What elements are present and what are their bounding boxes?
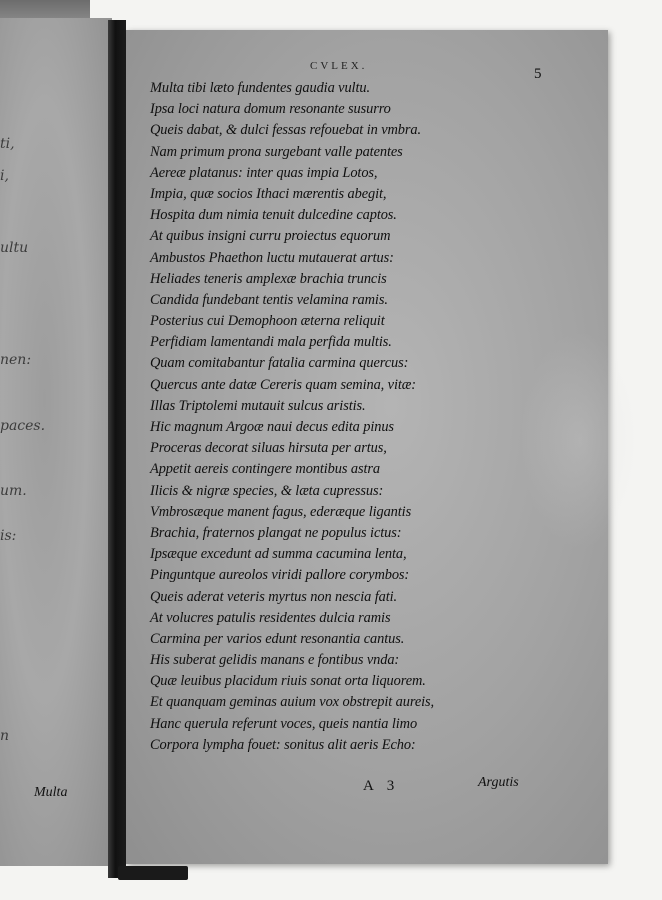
water-stain — [520, 330, 640, 550]
verse-line: Vmbrosæque manent fagus, ederæque ligantis — [150, 503, 412, 520]
verse-line: Impia, quæ socios Ithaci mærentis abegit, — [150, 185, 387, 202]
verse-line: Pinguntque aureolos viridi pallore corymbos: — [150, 567, 410, 584]
verse-line: At volucres patulis residentes dulcia ramis — [150, 609, 391, 626]
verse-line: Queis dabat, & dulci fessas refouebat in vmbra. — [150, 122, 421, 139]
verse-line: Candida fundebant tentis velamina ramis. — [150, 291, 388, 308]
verse-line: Brachia, fraternos plangat ne populus ictus: — [150, 524, 402, 541]
verse-text — [150, 78, 434, 756]
verse-line: Ilicis & nigræ species, & læta cupressus: — [150, 482, 384, 499]
verse-line: Hospita dum nimia tenuit dulcedine captos. — [150, 207, 397, 224]
verse-line: Queis aderat veteris myrtus non nescia fati. — [150, 588, 398, 605]
left-fragment: i, — [0, 168, 9, 184]
catchword: Argutis — [478, 775, 519, 790]
verse-line: Ipsa loci natura domum resonante susurro — [150, 101, 391, 118]
verse-line: At quibus insigni curru proiectus equorum — [150, 228, 391, 245]
verse-line: Corpora lympha fouet: sonitus alit aeris Echo: — [150, 736, 416, 753]
book-corner-shadow — [118, 866, 188, 880]
verse-line: Quæ leuibus placidum riuis sonat orta liquorem. — [150, 673, 426, 690]
verse-line: Hic magnum Argoæ naui decus edita pinus — [150, 419, 394, 435]
verse-line: Et quanquam geminas auium vox obstrepit aureis, — [150, 694, 435, 711]
left-fragment: is: — [0, 528, 17, 544]
verse-line: Proceras decorat siluas hirsuta per artus, — [150, 440, 387, 457]
left-catchword: Multa — [34, 785, 68, 800]
left-facing-page — [0, 18, 112, 866]
verse-line: Posterius cui Demophoon æterna reliquit — [150, 313, 385, 330]
left-fragment: paces. — [0, 418, 46, 434]
verse-line: Appetit aereis contingere montibus astra — [150, 461, 380, 478]
left-fragment: ti, — [0, 136, 15, 152]
signature-mark: A 3 — [363, 778, 400, 794]
verse-line: Carmina per varios edunt resonantia cantus. — [150, 630, 405, 647]
left-fragment: um. — [0, 483, 27, 499]
left-fragment: n — [0, 728, 10, 744]
left-fragment: nen: — [0, 352, 32, 368]
verse-line: Quercus ante datæ Cereris quam semina, vitæ: — [150, 376, 416, 393]
verse-line: Hanc querula referunt voces, queis nantia limo — [150, 715, 418, 732]
verse-line: Ipsæque excedunt ad summa cacumina lenta, — [150, 546, 407, 563]
book-gutter — [108, 20, 126, 878]
verse-line: Quam comitabantur fatalia carmina quercus: — [150, 355, 409, 372]
verse-line: Illas Triptolemi mutauit sulcus aristis. — [150, 397, 366, 414]
verse-line: Heliades teneris amplexæ brachia truncis — [150, 270, 387, 287]
verse-line: Perfidiam lamentandi mala perfida multis. — [150, 334, 392, 351]
verse-line: His suberat gelidis manans e fontibus vnda: — [150, 652, 400, 669]
verse-line: Ambustos Phaethon luctu mutauerat artus: — [150, 249, 394, 266]
verse-line: Nam primum prona surgebant valle patentes — [150, 143, 403, 160]
verse-line: Multa tibi læto fundentes gaudia vultu. — [150, 80, 370, 96]
running-head: CVLEX. — [310, 60, 368, 72]
verse-line: Aereæ platanus: inter quas impia Lotos, — [150, 164, 378, 181]
left-fragment: ultu — [0, 240, 29, 256]
page-number: 5 — [534, 66, 542, 82]
